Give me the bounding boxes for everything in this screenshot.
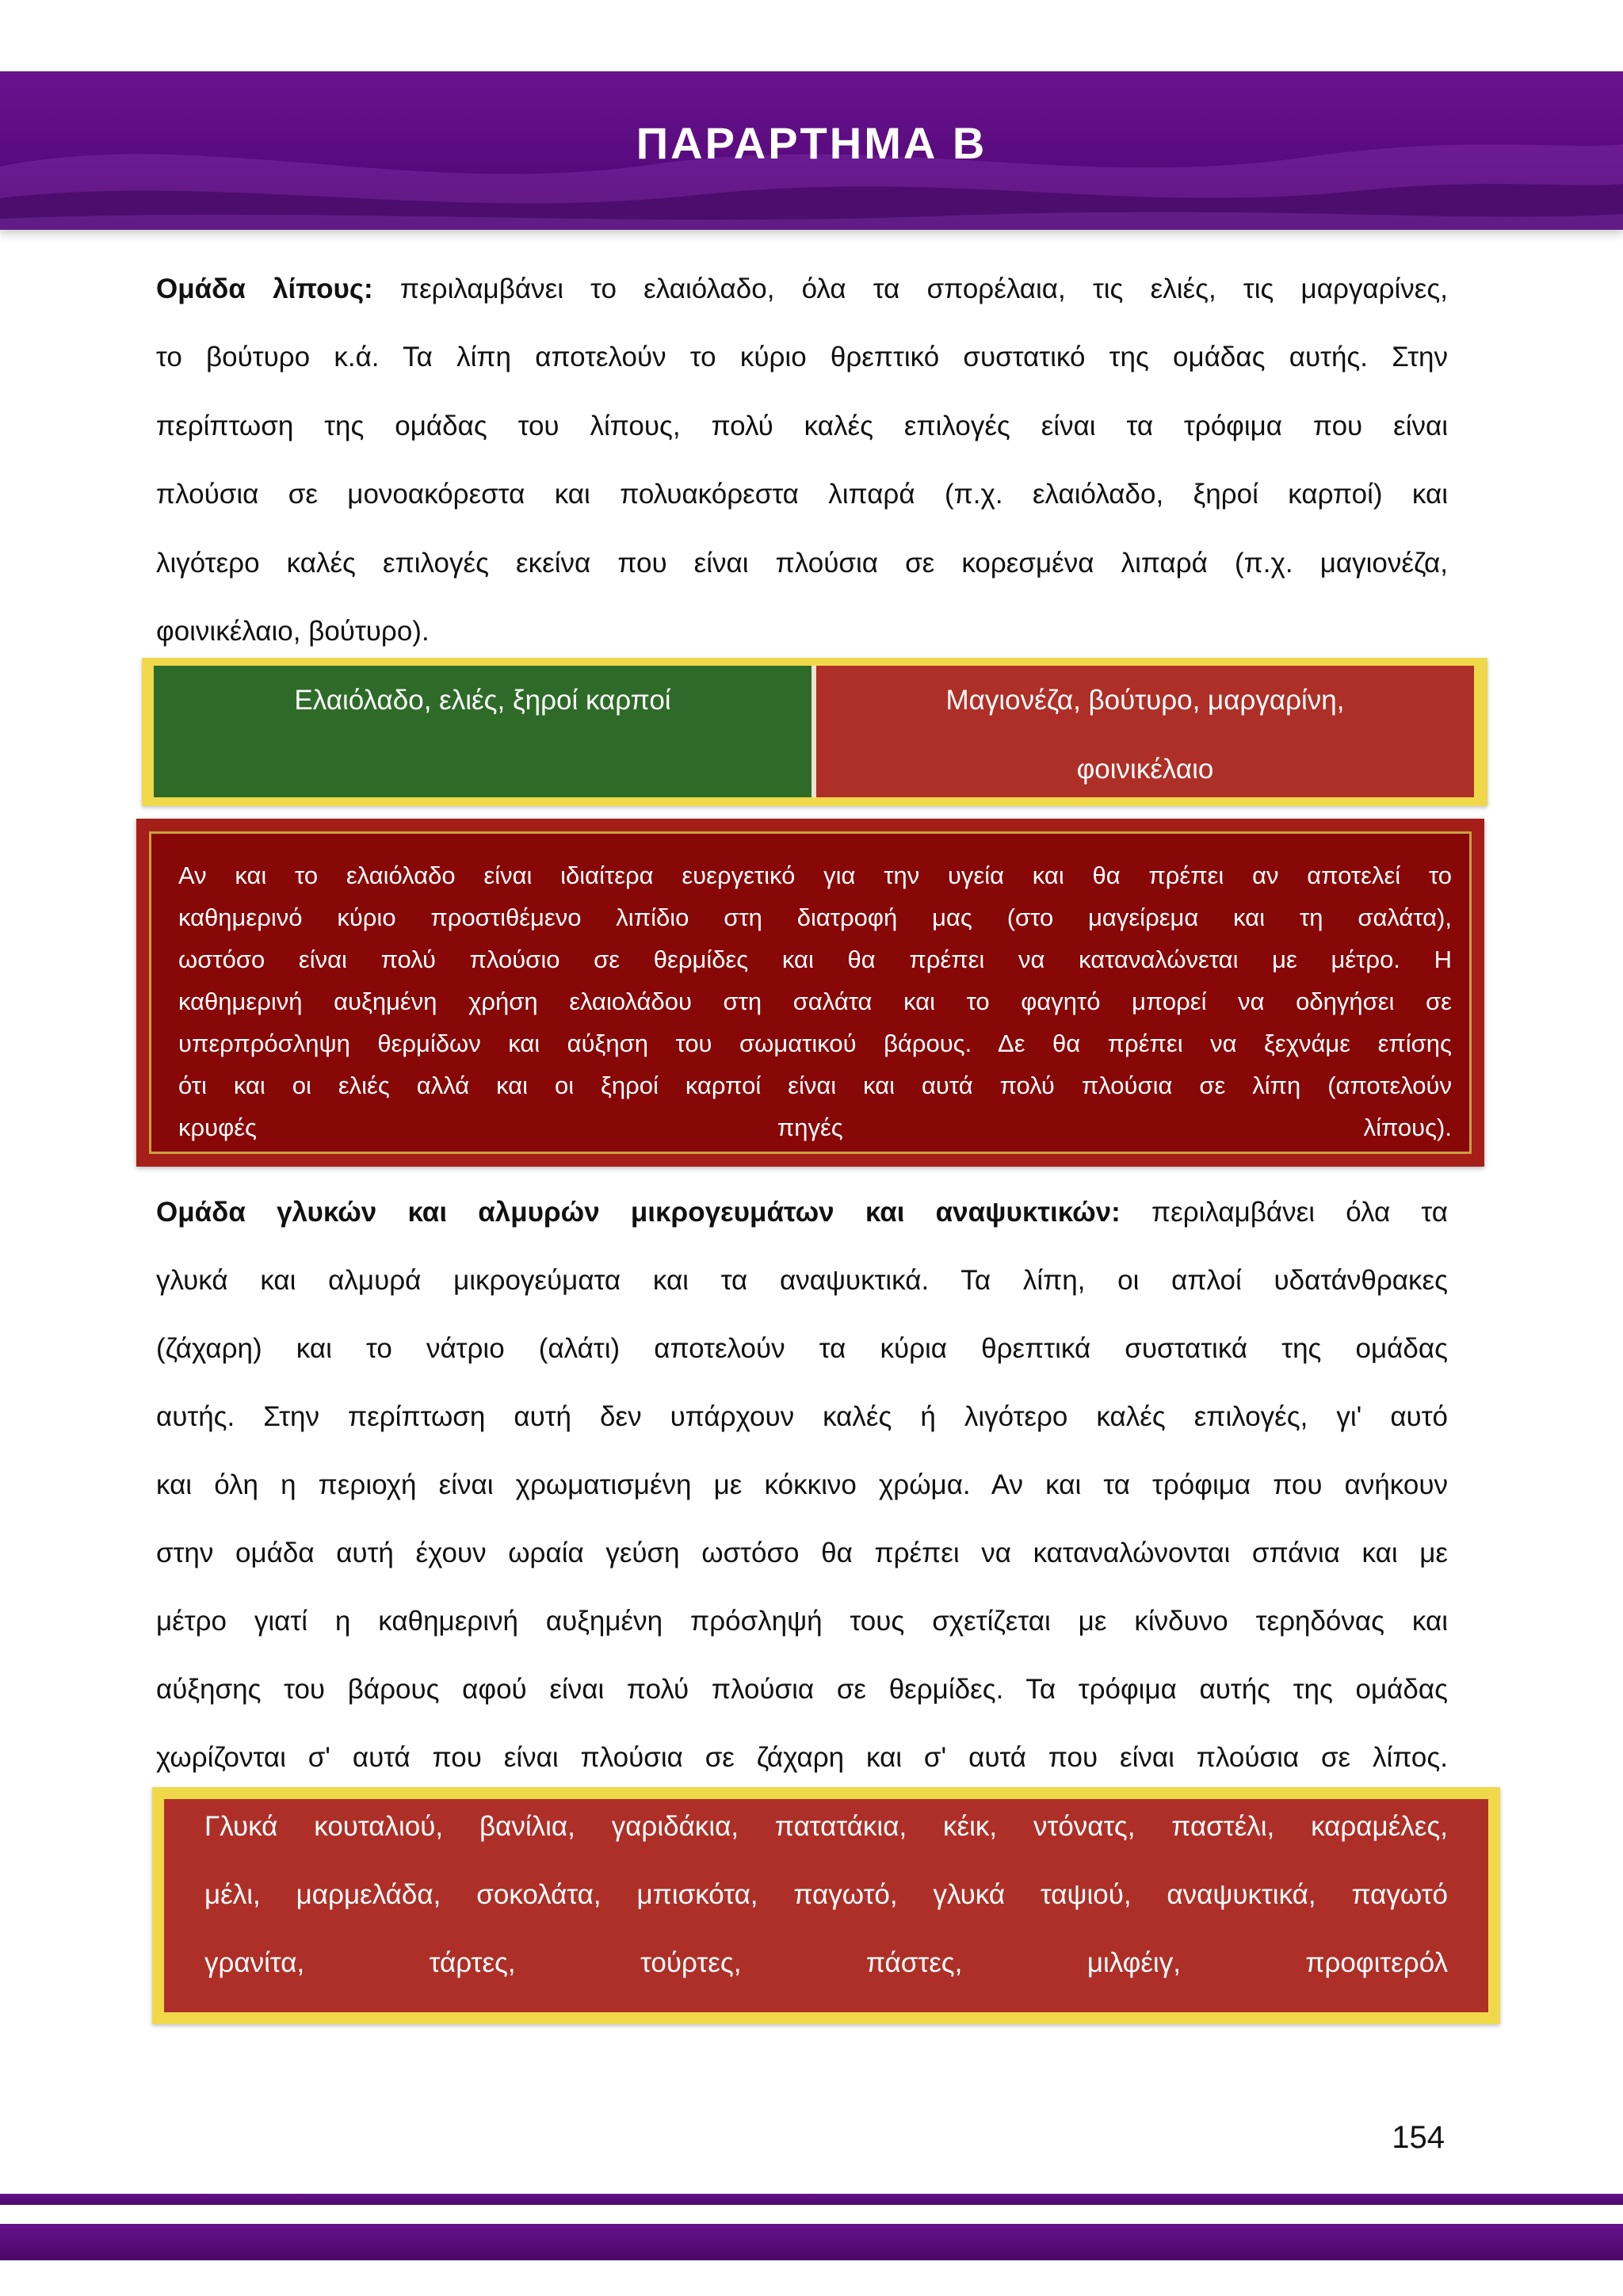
paragraph-line: χωρίζονται σ' αυτά που είναι πλούσια σε ζάχαρη και σ' αυτά που είναι πλούσια σε λίπος. <box>156 1742 1448 1773</box>
good-choices-cell <box>154 666 812 797</box>
paragraph-line: μέτρο γιατί η καθημερινή αυξημένη πρόσληψή τους σχετίζεται με κίνδυνο τερηδόνας και <box>156 1606 1448 1637</box>
paragraph-line: αυτής. Στην περίπτωση αυτή δεν υπάρχουν καλές ή λιγότερο καλές επιλογές, γι' αυτό <box>156 1401 1448 1432</box>
note-line: ωστόσο είναι πολύ πλούσιο σε θερμίδες και θα πρέπει να καταναλώνεται με μέτρο. Η <box>178 946 1452 973</box>
fat-choices-frame <box>142 658 1487 806</box>
paragraph-line <box>156 255 1448 323</box>
page-number: 154 <box>1392 2120 1445 2155</box>
fat-group-heading: Ομάδα λίπους: <box>156 273 373 304</box>
paragraph-text: περιλαμβάνει το ελαιόλαδο, όλα τα σπορέλαια, τις ελιές, τις μαργαρίνες, <box>372 273 1448 304</box>
less-good-choices-cell <box>816 666 1474 797</box>
examples-line: μέλι, μαρμελάδα, σοκολάτα, μπισκότα, παγωτό, γλυκά ταψιού, αναψυκτικά, παγωτό <box>204 1879 1448 1910</box>
paragraph-line: φοινικέλαιο, βούτυρο). <box>156 615 430 647</box>
appendix-header-band <box>0 71 1623 230</box>
footer-stripe-thick <box>0 2224 1623 2260</box>
note-line: ότι και οι ελιές αλλά και οι ξηροί καρποί είναι και αυτά πολύ πλούσια σε λίπη (αποτελούν <box>178 1072 1452 1099</box>
paragraph-line: γλυκά και αλμυρά μικρογεύματα και τα αναψυκτικά. Τα λίπη, οι απλοί υδατάνθρακες <box>156 1265 1448 1296</box>
fat-group-paragraph <box>156 255 1448 666</box>
good-choices-text: Ελαιόλαδο, ελιές, ξηροί καρποί <box>294 685 671 716</box>
examples-line: Γλυκά κουταλιού, βανίλια, γαριδάκια, πατατάκια, κέικ, ντόνατς, παστέλι, καραμέλες, <box>204 1811 1448 1842</box>
paragraph-line <box>156 1179 1448 1247</box>
paragraph-line: πλούσια σε μονοακόρεστα και πολυακόρεστα λιπαρά (π.χ. ελαιόλαδο, ξηροί καρποί) και <box>156 479 1448 510</box>
paragraph-line: στην ομάδα αυτή έχουν ωραία γεύση ωστόσο θα πρέπει να καταναλώνονται σπάνια και με <box>156 1538 1448 1568</box>
paragraph-line: περίπτωση της ομάδας του λίπους, πολύ καλές επιλογές είναι τα τρόφιμα που είναι <box>156 410 1448 441</box>
footer-stripe-thin <box>0 2194 1623 2205</box>
olive-oil-note-text <box>178 854 1452 1148</box>
note-line: κρυφές πηγές λίπους). <box>178 1114 1452 1141</box>
note-line: καθημερινή αυξημένη χρήση ελαιολάδου στη σαλάτα και το φαγητό μπορεί να οδηγήσει σε <box>178 988 1452 1015</box>
paragraph-line: λιγότερο καλές επιλογές εκείνα που είναι πλούσια σε κορεσμένα λιπαρά (π.χ. μαγιονέζα, <box>156 547 1448 579</box>
page-title: ΠΑΡΑΡΤΗΜΑ Β <box>636 118 987 168</box>
paragraph-line: (ζάχαρη) και το νάτριο (αλάτι) αποτελούν τα κύρια θρεπτικά συστατικά της ομάδας <box>156 1333 1448 1364</box>
snacks-examples-text <box>204 1793 1448 1997</box>
less-good-choices-text: Μαγιονέζα, βούτυρο, μαργαρίνη, <box>945 685 1345 716</box>
less-good-choices-text: φοινικέλαιο <box>1076 754 1214 785</box>
paragraph-line: αύξησης του βάρους αφού είναι πολύ πλούσια σε θερμίδες. Τα τρόφιμα αυτής της ομάδας <box>156 1674 1448 1705</box>
note-line: Αν και το ελαιόλαδο είναι ιδιαίτερα ευεργετικό για την υγεία και θα πρέπει αν αποτελεί το <box>178 861 1452 889</box>
snacks-group-heading: Ομάδα γλυκών και αλμυρών μικρογευμάτων και αναψυκτικών: <box>156 1197 1121 1228</box>
olive-oil-note-box <box>136 819 1484 1167</box>
note-line: καθημερινό κύριο προστιθέμενο λιπίδιο στη διατροφή μας (στο μαγείρεμα και τη σαλάτα), <box>178 904 1452 931</box>
paragraph-line: και όλη η περιοχή είναι χρωματισμένη με κόκκινο χρώμα. Αν και τα τρόφιμα που ανήκουν <box>156 1469 1448 1500</box>
snacks-group-paragraph <box>156 1179 1448 1792</box>
paragraph-line: το βούτυρο κ.ά. Τα λίπη αποτελούν το κύριο θρεπτικό συστατικό της ομάδας αυτής. Στην <box>156 342 1448 373</box>
snacks-examples-frame <box>152 1787 1500 2024</box>
examples-line: γρανίτα, τάρτες, τούρτες, πάστες, μιλφέιγ, προφιτερόλ <box>204 1947 1448 1978</box>
note-line: υπερπρόσληψη θερμίδων και αύξηση του σωματικού βάρους. Δε θα πρέπει να ξεχνάμε επίσης <box>178 1030 1452 1057</box>
paragraph-text: περιλαμβάνει όλα τα <box>1120 1197 1449 1228</box>
